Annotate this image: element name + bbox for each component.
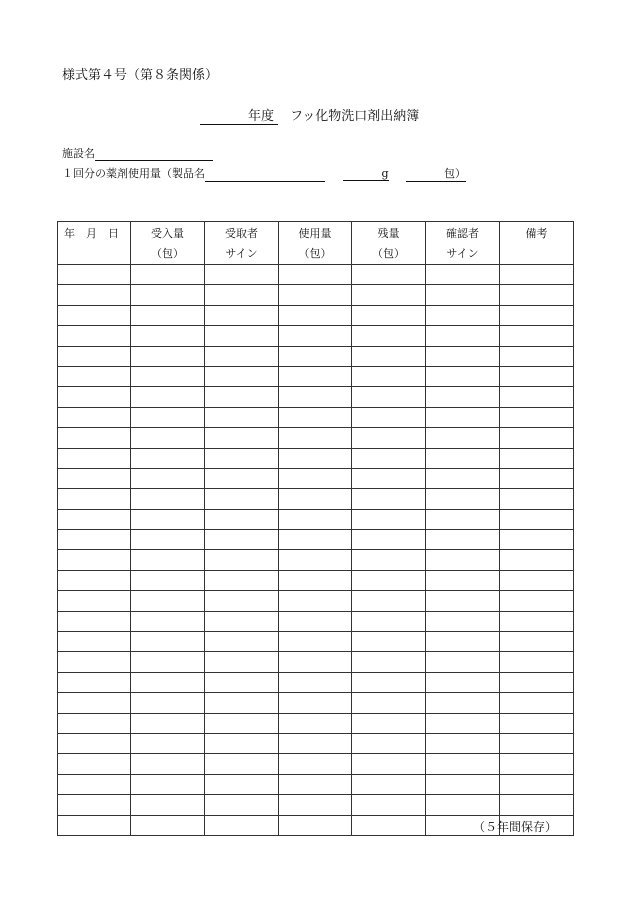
receiver-sign-cell[interactable] [205,489,279,509]
remaining-cell[interactable] [352,591,426,611]
date-cell[interactable] [58,407,131,427]
received-cell[interactable] [131,468,205,488]
table-row [58,489,574,509]
date-cell[interactable] [58,632,131,652]
remaining-cell[interactable] [352,285,426,305]
receiver-sign-cell[interactable] [205,448,279,468]
remarks-cell[interactable] [500,509,574,529]
used-cell[interactable] [279,305,352,325]
used-cell[interactable] [279,530,352,550]
table-row [58,366,574,386]
year-blank-field[interactable] [200,110,248,125]
receiver-sign-cell[interactable] [205,326,279,346]
checker-sign-cell[interactable] [426,611,500,631]
remaining-cell[interactable] [352,448,426,468]
used-cell[interactable] [279,652,352,672]
table-row [58,693,574,713]
product-name-field[interactable] [205,169,325,182]
date-cell[interactable] [58,285,131,305]
used-cell[interactable] [279,611,352,631]
remarks-cell[interactable] [500,448,574,468]
receiver-sign-cell[interactable] [205,570,279,590]
ledger-body [58,265,574,836]
used-cell[interactable] [279,326,352,346]
received-cell[interactable] [131,795,205,815]
remarks-cell[interactable] [500,346,574,366]
receiver-sign-cell[interactable] [205,611,279,631]
remarks-cell[interactable] [500,632,574,652]
remarks-cell[interactable] [500,265,574,285]
remarks-cell[interactable] [500,489,574,509]
remaining-cell[interactable] [352,509,426,529]
received-cell[interactable] [131,550,205,570]
checker-sign-cell[interactable] [426,693,500,713]
used-cell[interactable] [279,672,352,692]
receiver-sign-cell[interactable] [205,693,279,713]
used-cell[interactable] [279,591,352,611]
remarks-cell[interactable] [500,387,574,407]
receiver-sign-cell[interactable] [205,407,279,427]
received-cell[interactable] [131,305,205,325]
checker-sign-cell[interactable] [426,672,500,692]
remarks-cell[interactable] [500,774,574,794]
remaining-cell[interactable] [352,795,426,815]
checker-sign-cell[interactable] [426,489,500,509]
used-cell[interactable] [279,754,352,774]
date-cell[interactable] [58,305,131,325]
checker-sign-cell[interactable] [426,285,500,305]
date-cell[interactable] [58,265,131,285]
received-cell[interactable] [131,346,205,366]
remaining-cell[interactable] [352,468,426,488]
remaining-cell[interactable] [352,428,426,448]
receiver-sign-cell[interactable] [205,346,279,366]
checker-sign-cell[interactable] [426,407,500,427]
table-row [58,591,574,611]
checker-sign-cell[interactable] [426,387,500,407]
remaining-cell[interactable] [352,407,426,427]
remaining-cell[interactable] [352,489,426,509]
receiver-sign-cell[interactable] [205,795,279,815]
date-cell[interactable] [58,713,131,733]
used-cell[interactable] [279,774,352,794]
checker-sign-cell[interactable] [426,448,500,468]
date-cell[interactable] [58,774,131,794]
header-remaining: 残量 （包） [352,222,426,265]
checker-sign-cell[interactable] [426,550,500,570]
remaining-cell[interactable] [352,570,426,590]
receiver-sign-cell[interactable] [205,672,279,692]
remaining-cell[interactable] [352,672,426,692]
remaining-cell[interactable] [352,387,426,407]
received-cell[interactable] [131,652,205,672]
date-cell[interactable] [58,652,131,672]
table-row [58,570,574,590]
header-date: 年 月 日 [58,222,131,265]
receiver-sign-cell[interactable] [205,305,279,325]
table-row [58,733,574,753]
remaining-cell[interactable] [352,366,426,386]
checker-sign-cell[interactable] [426,754,500,774]
used-cell[interactable] [279,632,352,652]
date-cell[interactable] [58,754,131,774]
checker-sign-cell[interactable] [426,366,500,386]
table-row [58,611,574,631]
remarks-cell[interactable] [500,285,574,305]
date-cell[interactable] [58,795,131,815]
receiver-sign-cell[interactable] [205,285,279,305]
date-cell[interactable] [58,387,131,407]
remarks-cell[interactable] [500,550,574,570]
date-cell[interactable] [58,489,131,509]
checker-sign-cell[interactable] [426,632,500,652]
dose-grams-field[interactable]: g [343,167,389,181]
remaining-cell[interactable] [352,733,426,753]
header-received: 受入量 （包） [131,222,205,265]
used-cell[interactable] [279,285,352,305]
dose-row [62,165,466,182]
checker-sign-cell[interactable] [426,774,500,794]
used-cell[interactable] [279,265,352,285]
used-cell[interactable] [279,713,352,733]
remarks-cell[interactable] [500,530,574,550]
received-cell[interactable] [131,448,205,468]
table-row [58,448,574,468]
remaining-cell[interactable] [352,713,426,733]
receiver-sign-cell[interactable] [205,468,279,488]
checker-sign-cell[interactable] [426,591,500,611]
received-cell[interactable] [131,285,205,305]
table-row [58,652,574,672]
table-row [58,550,574,570]
facility-label: 施設名 [62,147,95,160]
table-row [58,387,574,407]
table-row [58,774,574,794]
used-cell[interactable] [279,693,352,713]
table-row [58,672,574,692]
receiver-sign-cell[interactable] [205,774,279,794]
remaining-cell[interactable] [352,265,426,285]
date-cell[interactable] [58,550,131,570]
date-cell[interactable] [58,468,131,488]
receiver-sign-cell[interactable] [205,387,279,407]
remaining-cell[interactable] [352,326,426,346]
remarks-cell[interactable] [500,733,574,753]
receiver-sign-cell[interactable] [205,754,279,774]
received-cell[interactable] [131,672,205,692]
used-cell[interactable] [279,407,352,427]
date-cell[interactable] [58,693,131,713]
remaining-cell[interactable] [352,774,426,794]
remaining-cell[interactable] [352,693,426,713]
checker-sign-cell[interactable] [426,265,500,285]
table-row [58,407,574,427]
table-row [58,632,574,652]
remaining-cell[interactable] [352,652,426,672]
received-cell[interactable] [131,774,205,794]
remarks-cell[interactable] [500,407,574,427]
table-row [58,265,574,285]
remarks-cell[interactable] [500,652,574,672]
date-cell[interactable] [58,346,131,366]
date-cell[interactable] [58,326,131,346]
remarks-cell[interactable] [500,713,574,733]
checker-sign-cell[interactable] [426,305,500,325]
remaining-cell[interactable] [352,346,426,366]
received-cell[interactable] [131,733,205,753]
retention-note: （５年間保存） [472,820,557,834]
table-row [58,305,574,325]
receiver-sign-cell[interactable] [205,509,279,529]
used-cell[interactable] [279,795,352,815]
receiver-sign-cell[interactable] [205,265,279,285]
used-cell[interactable] [279,733,352,753]
remarks-cell[interactable] [500,326,574,346]
remaining-cell[interactable] [352,754,426,774]
remarks-cell[interactable] [500,570,574,590]
checker-sign-cell[interactable] [426,346,500,366]
date-cell[interactable] [58,815,131,835]
checker-sign-cell[interactable] [426,713,500,733]
received-cell[interactable] [131,570,205,590]
remaining-cell[interactable] [352,632,426,652]
remarks-cell[interactable] [500,672,574,692]
checker-sign-cell[interactable] [426,652,500,672]
receiver-sign-cell[interactable] [205,530,279,550]
receiver-sign-cell[interactable] [205,591,279,611]
remarks-cell[interactable] [500,468,574,488]
checker-sign-cell[interactable] [426,428,500,448]
form-number: 様式第４号（第８条関係） [62,68,219,83]
table-row [58,346,574,366]
remarks-cell[interactable] [500,305,574,325]
date-cell[interactable] [58,733,131,753]
used-cell[interactable] [279,346,352,366]
remaining-cell[interactable] [352,305,426,325]
ledger-table [57,221,574,836]
received-cell[interactable] [131,815,205,835]
date-cell[interactable] [58,672,131,692]
remarks-cell[interactable] [500,795,574,815]
remarks-cell[interactable] [500,428,574,448]
received-cell[interactable] [131,387,205,407]
checker-sign-cell[interactable] [426,570,500,590]
table-row [58,530,574,550]
checker-sign-cell[interactable] [426,468,500,488]
table-row [58,509,574,529]
date-cell[interactable] [58,366,131,386]
header-used: 使用量 （包） [279,222,352,265]
used-cell[interactable] [279,570,352,590]
used-cell[interactable] [279,815,352,835]
receiver-sign-cell[interactable] [205,733,279,753]
receiver-sign-cell[interactable] [205,550,279,570]
table-row [58,326,574,346]
header-checker-sign: 確認者 サイン [426,222,500,265]
table-row [58,713,574,733]
table-row [58,468,574,488]
used-cell[interactable] [279,387,352,407]
remaining-cell[interactable] [352,611,426,631]
received-cell[interactable] [131,509,205,529]
received-cell[interactable] [131,632,205,652]
receiver-sign-cell[interactable] [205,652,279,672]
facility-row [62,145,213,161]
checker-sign-cell[interactable] [426,509,500,529]
received-cell[interactable] [131,693,205,713]
date-cell[interactable] [58,591,131,611]
received-cell[interactable] [131,591,205,611]
received-cell[interactable] [131,754,205,774]
used-cell[interactable] [279,428,352,448]
receiver-sign-cell[interactable] [205,815,279,835]
received-cell[interactable] [131,407,205,427]
table-row [58,795,574,815]
remarks-cell[interactable] [500,754,574,774]
header-row [58,222,574,265]
remaining-cell[interactable] [352,815,426,835]
received-cell[interactable] [131,489,205,509]
receiver-sign-cell[interactable] [205,713,279,733]
remaining-cell[interactable] [352,530,426,550]
received-cell[interactable] [131,713,205,733]
used-cell[interactable] [279,468,352,488]
remarks-cell[interactable] [500,591,574,611]
form-title [200,105,419,125]
date-cell[interactable] [58,530,131,550]
date-cell[interactable] [58,611,131,631]
received-cell[interactable] [131,530,205,550]
remarks-cell[interactable] [500,693,574,713]
checker-sign-cell[interactable] [426,326,500,346]
received-cell[interactable] [131,265,205,285]
dose-packs-field[interactable]: 包） [406,165,466,182]
date-cell[interactable] [58,428,131,448]
received-cell[interactable] [131,428,205,448]
table-row [58,428,574,448]
receiver-sign-cell[interactable] [205,632,279,652]
remaining-cell[interactable] [352,550,426,570]
date-cell[interactable] [58,448,131,468]
header-receiver-sign: 受取者 サイン [205,222,279,265]
received-cell[interactable] [131,611,205,631]
table-row [58,754,574,774]
used-cell[interactable] [279,448,352,468]
remarks-cell[interactable] [500,366,574,386]
remarks-cell[interactable] [500,611,574,631]
received-cell[interactable] [131,326,205,346]
year-label: 年度 [248,105,278,125]
checker-sign-cell[interactable] [426,733,500,753]
used-cell[interactable] [279,509,352,529]
used-cell[interactable] [279,550,352,570]
used-cell[interactable] [279,366,352,386]
checker-sign-cell[interactable] [426,795,500,815]
checker-sign-cell[interactable] [426,530,500,550]
dose-label: １回分の薬剤使用量（製品名 [62,167,205,180]
date-cell[interactable] [58,570,131,590]
ledger-header [58,222,574,265]
header-remarks: 備考 [500,222,574,265]
receiver-sign-cell[interactable] [205,428,279,448]
date-cell[interactable] [58,509,131,529]
facility-name-field[interactable] [95,148,213,161]
receiver-sign-cell[interactable] [205,366,279,386]
used-cell[interactable] [279,489,352,509]
received-cell[interactable] [131,366,205,386]
title-text: フッ化物洗口剤出納簿 [290,109,420,124]
table-row [58,285,574,305]
